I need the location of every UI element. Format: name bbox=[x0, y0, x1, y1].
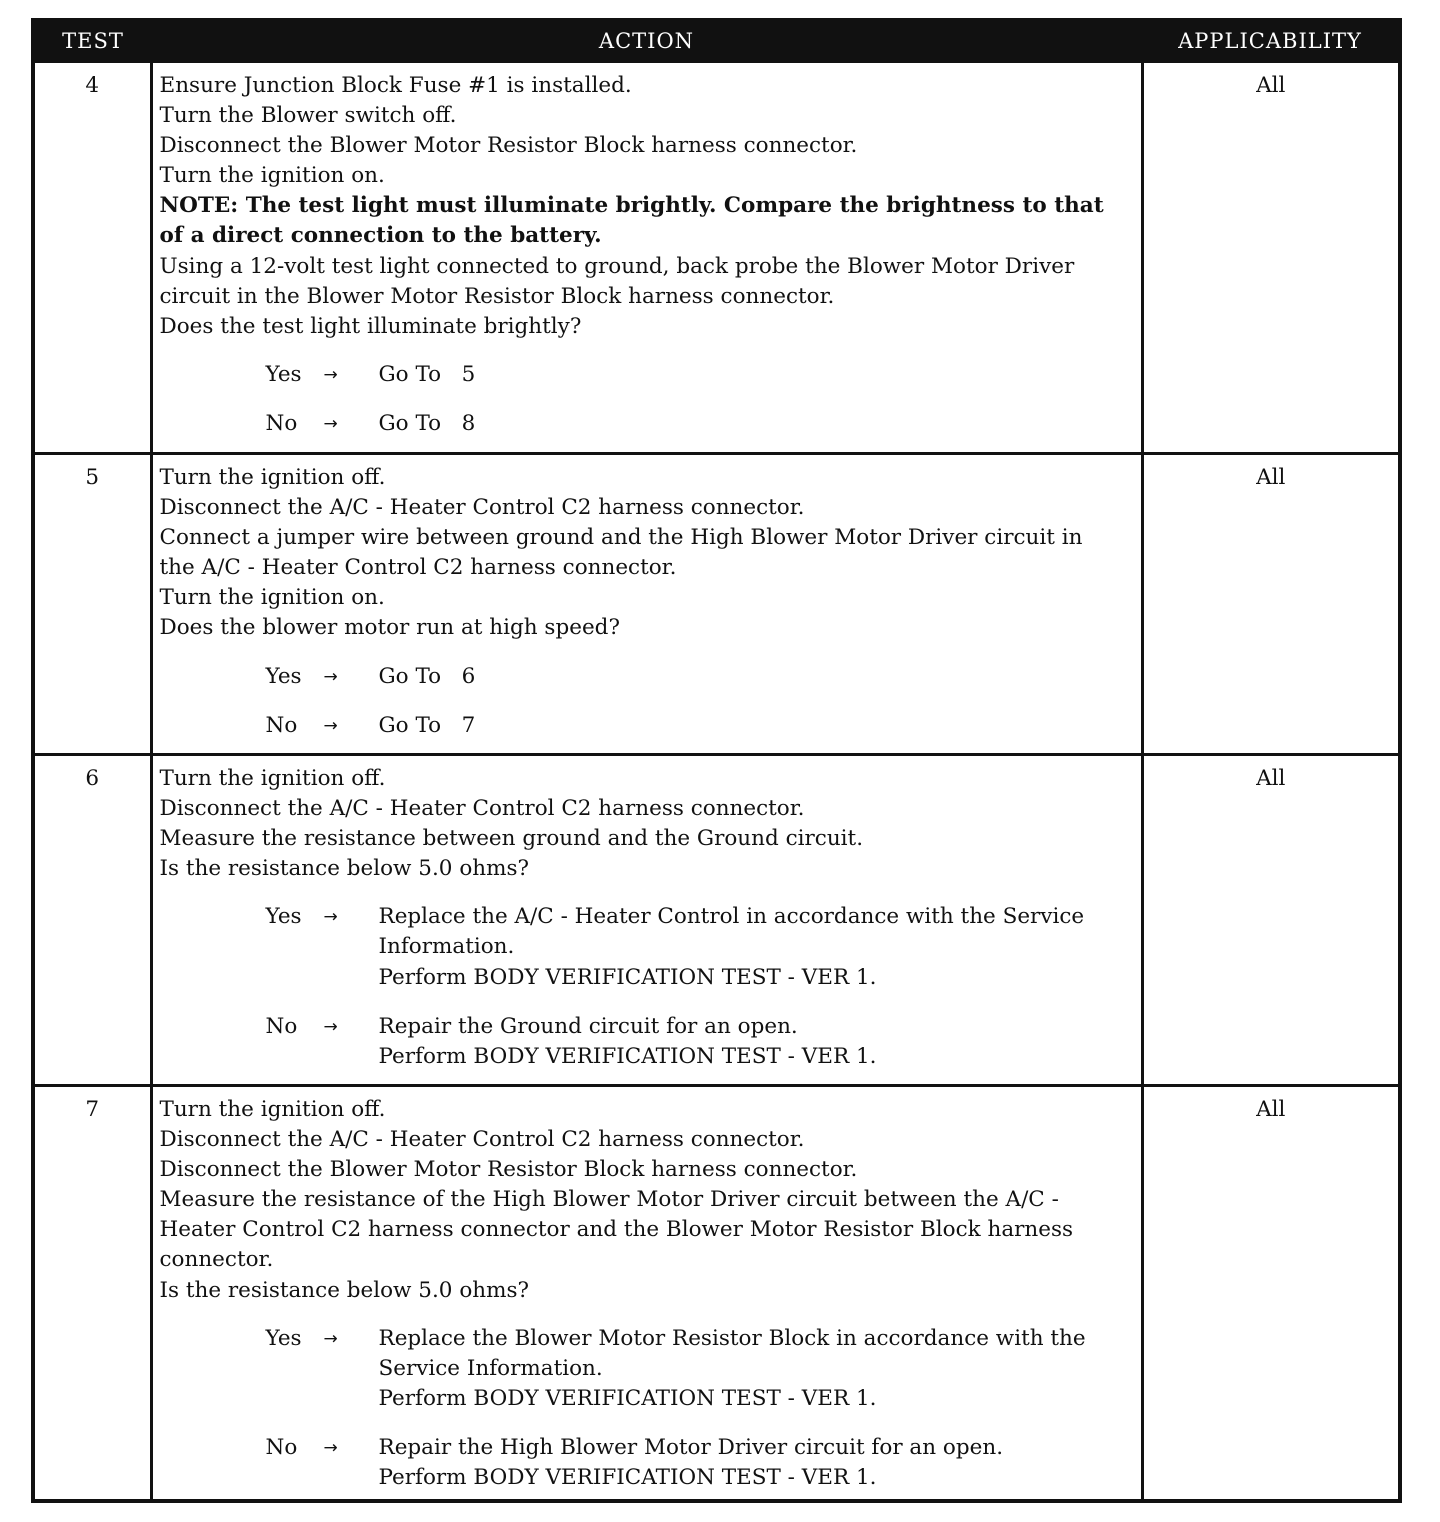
yes-outcome bbox=[379, 902, 1135, 992]
table-body bbox=[33, 62, 1400, 1502]
no-outcome bbox=[379, 711, 1135, 741]
action-cell bbox=[151, 755, 1142, 1086]
no-label: No bbox=[265, 410, 298, 436]
right-arrow-icon: → bbox=[323, 1328, 338, 1349]
no-branch bbox=[266, 1433, 1135, 1493]
action-step: Disconnect the Blower Motor Resistor Block harness connector. bbox=[159, 1157, 858, 1183]
action-cell bbox=[151, 454, 1142, 755]
action-step: connector. bbox=[159, 1247, 274, 1273]
action-step: Does the test light illuminate brightly? bbox=[159, 313, 582, 339]
right-arrow-icon: → bbox=[323, 715, 338, 736]
yes-branch bbox=[266, 1324, 1135, 1414]
action-step: Connect a jumper wire between ground and the High Blower Motor Driver circuit in bbox=[159, 525, 1083, 551]
action-step: Using a 12-volt test light connected to ground, back probe the Blower Motor Driver bbox=[159, 253, 1075, 279]
yes-label: Yes bbox=[265, 361, 302, 387]
action-step: Disconnect the Blower Motor Resistor Block harness connector. bbox=[159, 133, 858, 159]
yes-outcome bbox=[379, 662, 1135, 692]
outcome-line: Service Information. bbox=[378, 1355, 603, 1381]
no-branch bbox=[266, 409, 1135, 439]
right-arrow-icon: → bbox=[323, 364, 338, 385]
table-row bbox=[33, 62, 1400, 454]
outcome-line: Perform BODY VERIFICATION TEST - VER 1. bbox=[378, 964, 877, 990]
action-step: Disconnect the A/C - Heater Control C2 harness connector. bbox=[159, 495, 805, 521]
yes-branch bbox=[266, 902, 1135, 992]
test-number: 5 bbox=[33, 454, 151, 755]
no-label: No bbox=[265, 1434, 298, 1460]
action-step: Measure the resistance between ground and the Ground circuit. bbox=[159, 826, 864, 852]
action-step: Measure the resistance of the High Blower Motor Driver circuit between the A/C - bbox=[159, 1187, 1059, 1213]
outcome-line: Go To 6 bbox=[378, 663, 476, 689]
action-cell bbox=[151, 62, 1142, 454]
table-row bbox=[33, 1086, 1400, 1502]
outcome-line: Go To 8 bbox=[378, 410, 476, 436]
no-branch bbox=[266, 1012, 1135, 1072]
outcome-line: Replace the A/C - Heater Control in accordance with the Service bbox=[378, 904, 1085, 930]
action-step: Turn the ignition off. bbox=[159, 465, 386, 490]
test-number: 6 bbox=[33, 755, 151, 1086]
outcome-line: Information. bbox=[378, 934, 515, 960]
outcome-line: Replace the Blower Motor Resistor Block in accordance with the bbox=[378, 1325, 1086, 1351]
yes-outcome bbox=[379, 360, 1135, 390]
result-branches bbox=[160, 360, 1135, 439]
action-step: Is the resistance below 5.0 ohms? bbox=[159, 1277, 530, 1303]
yes-label: Yes bbox=[265, 1325, 302, 1351]
yes-outcome bbox=[379, 1324, 1135, 1414]
action-step: Turn the ignition off. bbox=[159, 1097, 386, 1122]
header-applicability: APPLICABILITY bbox=[1142, 20, 1400, 62]
header-action: ACTION bbox=[151, 20, 1142, 62]
no-outcome bbox=[379, 409, 1135, 439]
result-branches bbox=[160, 902, 1135, 1071]
yes-label: Yes bbox=[265, 663, 302, 689]
table-row bbox=[33, 454, 1400, 755]
yes-branch bbox=[266, 662, 1135, 692]
test-number: 4 bbox=[33, 62, 151, 454]
outcome-line: Go To 7 bbox=[378, 712, 476, 738]
action-step: Turn the Blower switch off. bbox=[159, 103, 457, 129]
action-step: Turn the ignition off. bbox=[159, 766, 386, 791]
action-step: Is the resistance below 5.0 ohms? bbox=[159, 856, 530, 882]
action-step: Turn the ignition on. bbox=[159, 585, 385, 611]
action-cell bbox=[151, 1086, 1142, 1502]
action-step: Disconnect the A/C - Heater Control C2 harness connector. bbox=[159, 796, 805, 822]
action-step: Disconnect the A/C - Heater Control C2 harness connector. bbox=[159, 1127, 805, 1153]
applicability-value: All bbox=[1142, 1086, 1400, 1502]
action-step: Ensure Junction Block Fuse #1 is installed. bbox=[159, 73, 632, 98]
outcome-line: Repair the Ground circuit for an open. bbox=[378, 1013, 798, 1039]
right-arrow-icon: → bbox=[323, 1437, 338, 1458]
outcome-line: Perform BODY VERIFICATION TEST - VER 1. bbox=[378, 1465, 877, 1491]
outcome-line: Repair the High Blower Motor Driver circuit for an open. bbox=[378, 1434, 1004, 1460]
no-branch bbox=[266, 711, 1135, 741]
action-step: circuit in the Blower Motor Resistor Block harness connector. bbox=[159, 283, 835, 309]
test-number: 7 bbox=[33, 1086, 151, 1502]
no-outcome bbox=[379, 1012, 1135, 1072]
no-outcome bbox=[379, 1433, 1135, 1493]
right-arrow-icon: → bbox=[323, 1016, 338, 1037]
outcome-line: Perform BODY VERIFICATION TEST - VER 1. bbox=[378, 1385, 877, 1411]
action-step: Turn the ignition on. bbox=[159, 163, 385, 189]
result-branches bbox=[160, 662, 1135, 741]
applicability-value: All bbox=[1142, 454, 1400, 755]
note-text: NOTE: The test light must illuminate brightly. Compare the brightness to that of a direct connection to the battery. bbox=[159, 193, 1104, 249]
header-test: TEST bbox=[33, 20, 151, 62]
right-arrow-icon: → bbox=[323, 413, 338, 434]
action-step: the A/C - Heater Control C2 harness connector. bbox=[159, 555, 677, 581]
result-branches bbox=[160, 1324, 1135, 1493]
applicability-value: All bbox=[1142, 62, 1400, 454]
yes-branch bbox=[266, 360, 1135, 390]
no-label: No bbox=[265, 712, 298, 738]
right-arrow-icon: → bbox=[323, 666, 338, 687]
table-header bbox=[33, 20, 1400, 62]
right-arrow-icon: → bbox=[323, 907, 338, 928]
diagnostic-test-table bbox=[31, 18, 1402, 1503]
outcome-line: Go To 5 bbox=[378, 361, 476, 387]
table-row bbox=[33, 755, 1400, 1086]
no-label: No bbox=[265, 1013, 298, 1039]
yes-label: Yes bbox=[265, 904, 302, 930]
applicability-value: All bbox=[1142, 755, 1400, 1086]
outcome-line: Perform BODY VERIFICATION TEST - VER 1. bbox=[378, 1043, 877, 1069]
action-step: Heater Control C2 harness connector and the Blower Motor Resistor Block harness bbox=[159, 1217, 1074, 1243]
action-step: Does the blower motor run at high speed? bbox=[159, 615, 620, 641]
